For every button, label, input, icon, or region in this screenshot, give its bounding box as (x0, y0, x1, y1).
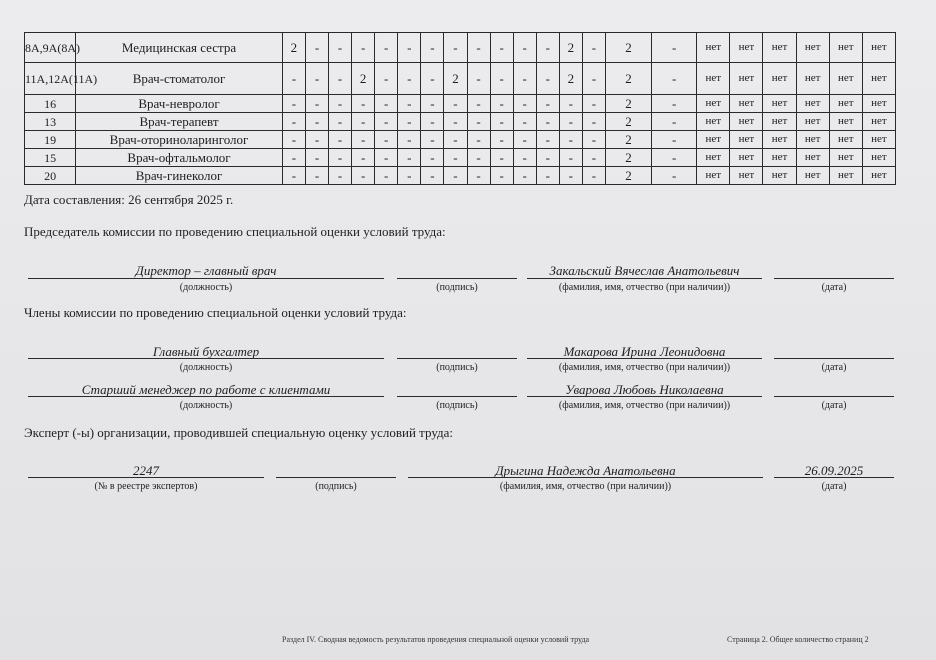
flag-cell: нет (697, 149, 730, 167)
caption-date: (дата) (821, 282, 847, 293)
member-signature-line (397, 396, 517, 397)
value-cell: - (513, 95, 536, 113)
flag-cell: нет (862, 113, 895, 131)
value-cell: - (490, 63, 513, 95)
value-cell: - (352, 167, 375, 185)
value-cell: - (467, 131, 490, 149)
value-cell: - (536, 167, 559, 185)
member-name-line (527, 396, 762, 397)
flag-cell: нет (829, 95, 862, 113)
value-cell: 2 (605, 63, 651, 95)
workplace-number-cell: 11А,12А(11А) (25, 63, 76, 95)
value-cell: - (352, 131, 375, 149)
flag-cell: нет (730, 167, 763, 185)
chairman-heading: Председатель комиссии по проведению специальной оценки условий труда: (24, 224, 446, 239)
expert-heading: Эксперт (-ы) организации, проводившей специальную оценку условий труда: (24, 425, 454, 440)
caption-signature: (подпись) (436, 362, 478, 373)
value-cell: - (513, 33, 536, 63)
value-cell: 2 (605, 149, 651, 167)
member-name-line (527, 358, 762, 359)
value-cell: - (282, 63, 305, 95)
value-cell: - (513, 167, 536, 185)
profession-cell: Врач-терапевт (76, 113, 283, 131)
workplace-number-cell: 13 (25, 113, 76, 131)
member-position: Главный бухгалтер (152, 344, 260, 359)
flag-cell: нет (763, 131, 796, 149)
flag-cell: нет (796, 149, 829, 167)
value-cell: - (305, 95, 328, 113)
value-cell: - (490, 167, 513, 185)
flag-cell: нет (730, 95, 763, 113)
member-name: Макарова Ирина Леонидовна (563, 344, 726, 359)
flag-cell: нет (730, 149, 763, 167)
flag-cell: нет (829, 63, 862, 95)
value-cell: - (329, 131, 352, 149)
chairman-position: Директор – главный врач (135, 263, 277, 278)
expert-name-line (408, 477, 763, 478)
profession-cell: Врач-стоматолог (76, 63, 283, 95)
table-row (25, 33, 896, 63)
table-row (25, 63, 896, 95)
value-cell: - (559, 149, 582, 167)
value-cell: - (536, 149, 559, 167)
value-cell: - (352, 33, 375, 63)
table-row (25, 113, 896, 131)
value-cell: - (652, 131, 697, 149)
flag-cell: нет (763, 113, 796, 131)
profession-cell: Врач-офтальмолог (76, 149, 283, 167)
value-cell: - (352, 95, 375, 113)
value-cell: - (444, 167, 467, 185)
flag-cell: нет (829, 167, 862, 185)
value-cell: - (282, 167, 305, 185)
footer-page-count: Страница 2. Общее количество страниц 2 (727, 635, 869, 644)
value-cell: - (305, 131, 328, 149)
flag-cell: нет (763, 33, 796, 63)
value-cell: - (559, 95, 582, 113)
flag-cell: нет (697, 33, 730, 63)
value-cell: 2 (559, 33, 582, 63)
members-heading: Члены комиссии по проведению специальной оценки условий труда: (24, 305, 407, 320)
caption-fio: (фамилия, имя, отчество (при наличии)) (499, 481, 672, 492)
value-cell: - (444, 33, 467, 63)
footer-section: Раздел IV. Сводная ведомость результатов проведения специальной оценки условий труда (282, 635, 590, 644)
value-cell: - (652, 33, 697, 63)
value-cell: - (652, 95, 697, 113)
value-cell: - (513, 63, 536, 95)
flag-cell: нет (730, 33, 763, 63)
flag-cell: нет (697, 63, 730, 95)
value-cell: - (582, 167, 605, 185)
caption-signature: (подпись) (315, 481, 357, 492)
caption-fio: (фамилия, имя, отчество (при наличии)) (558, 362, 731, 373)
value-cell: - (421, 95, 444, 113)
value-cell: 2 (282, 33, 305, 63)
value-cell: - (282, 149, 305, 167)
value-cell: - (421, 131, 444, 149)
caption-date: (дата) (821, 481, 847, 492)
workplace-number-cell: 15 (25, 149, 76, 167)
value-cell: - (352, 113, 375, 131)
value-cell: - (282, 95, 305, 113)
value-cell: - (582, 33, 605, 63)
caption-position: (должность) (179, 362, 233, 373)
value-cell: 2 (605, 113, 651, 131)
value-cell: - (652, 63, 697, 95)
expert-registry-line (28, 477, 264, 478)
value-cell: - (305, 167, 328, 185)
member-date-line (774, 358, 894, 359)
flag-cell: нет (829, 33, 862, 63)
value-cell: - (421, 113, 444, 131)
value-cell: - (536, 113, 559, 131)
value-cell: - (559, 113, 582, 131)
chairman-position-line (28, 278, 384, 279)
value-cell: - (305, 113, 328, 131)
value-cell: - (652, 113, 697, 131)
chairman-signature-line (397, 278, 517, 279)
chairman-name: Закальский Вячеслав Анатольевич (549, 263, 740, 278)
value-cell: - (582, 95, 605, 113)
value-cell: - (375, 33, 398, 63)
value-cell: - (536, 63, 559, 95)
value-cell: - (421, 149, 444, 167)
member-signature-line (397, 358, 517, 359)
value-cell: - (329, 95, 352, 113)
member-name: Уварова Любовь Николаевна (565, 382, 724, 397)
value-cell: - (536, 33, 559, 63)
flag-cell: нет (862, 95, 895, 113)
flag-cell: нет (796, 113, 829, 131)
caption-date: (дата) (821, 400, 847, 411)
caption-fio: (фамилия, имя, отчество (при наличии)) (558, 400, 731, 411)
flag-cell: нет (697, 167, 730, 185)
value-cell: 2 (559, 63, 582, 95)
value-cell: - (444, 95, 467, 113)
value-cell: - (398, 33, 421, 63)
value-cell: 2 (444, 63, 467, 95)
workplace-number-cell: 8А,9А(8А) (25, 33, 76, 63)
value-cell: - (467, 95, 490, 113)
value-cell: - (305, 149, 328, 167)
flag-cell: нет (697, 113, 730, 131)
value-cell: - (305, 63, 328, 95)
value-cell: - (559, 167, 582, 185)
flag-cell: нет (796, 63, 829, 95)
expert-registry-number: 2247 (133, 463, 159, 478)
value-cell: - (513, 131, 536, 149)
flag-cell: нет (763, 63, 796, 95)
value-cell: - (375, 149, 398, 167)
flag-cell: нет (763, 95, 796, 113)
flag-cell: нет (796, 33, 829, 63)
table-row (25, 167, 896, 185)
flag-cell: нет (796, 131, 829, 149)
value-cell: - (467, 167, 490, 185)
value-cell: - (305, 33, 328, 63)
value-cell: - (282, 113, 305, 131)
flag-cell: нет (862, 131, 895, 149)
table-row (25, 149, 896, 167)
value-cell: - (513, 113, 536, 131)
expert-name: Дрыгина Надежда Анатольевна (495, 463, 676, 478)
member-position-line (28, 396, 384, 397)
value-cell: - (467, 33, 490, 63)
value-cell: - (513, 149, 536, 167)
value-cell: - (467, 149, 490, 167)
workplace-number-cell: 20 (25, 167, 76, 185)
flag-cell: нет (862, 149, 895, 167)
value-cell: - (398, 113, 421, 131)
value-cell: - (582, 63, 605, 95)
flag-cell: нет (730, 113, 763, 131)
flag-cell: нет (829, 149, 862, 167)
value-cell: - (444, 131, 467, 149)
value-cell: - (490, 131, 513, 149)
value-cell: - (490, 95, 513, 113)
table-row (25, 95, 896, 113)
value-cell: - (329, 63, 352, 95)
value-cell: - (652, 149, 697, 167)
flag-cell: нет (730, 63, 763, 95)
flag-cell: нет (862, 167, 895, 185)
value-cell: - (398, 167, 421, 185)
member-position: Старший менеджер по работе с клиентами (81, 382, 331, 397)
caption-date: (дата) (821, 362, 847, 373)
value-cell: - (375, 113, 398, 131)
profession-cell: Врач-гинеколог (76, 167, 283, 185)
value-cell: 2 (605, 95, 651, 113)
flag-cell: нет (796, 167, 829, 185)
compilation-date: Дата составления: 26 сентября 2025 г. (24, 192, 234, 207)
value-cell: - (398, 131, 421, 149)
flag-cell: нет (763, 167, 796, 185)
value-cell: - (375, 63, 398, 95)
value-cell: - (329, 149, 352, 167)
chairman-name-line (527, 278, 762, 279)
value-cell: - (329, 113, 352, 131)
workplace-number-cell: 19 (25, 131, 76, 149)
expert-date: 26.09.2025 (804, 463, 864, 478)
expert-date-line (774, 477, 894, 478)
value-cell: 2 (605, 131, 651, 149)
workplace-number-cell: 16 (25, 95, 76, 113)
flag-cell: нет (829, 131, 862, 149)
value-cell: 2 (605, 167, 651, 185)
value-cell: - (421, 33, 444, 63)
value-cell: - (282, 131, 305, 149)
flag-cell: нет (697, 131, 730, 149)
caption-registry: (№ в реестре экспертов) (94, 481, 198, 492)
value-cell: - (490, 149, 513, 167)
member-date-line (774, 396, 894, 397)
caption-signature: (подпись) (436, 282, 478, 293)
value-cell: 2 (605, 33, 651, 63)
profession-cell: Врач-невролог (76, 95, 283, 113)
value-cell: - (467, 63, 490, 95)
value-cell: - (398, 63, 421, 95)
value-cell: - (582, 113, 605, 131)
profession-cell: Медицинская сестра (76, 33, 283, 63)
value-cell: - (375, 95, 398, 113)
value-cell: - (398, 149, 421, 167)
value-cell: - (375, 167, 398, 185)
value-cell: - (398, 95, 421, 113)
flag-cell: нет (730, 131, 763, 149)
value-cell: - (536, 131, 559, 149)
member-position-line (28, 358, 384, 359)
value-cell: - (490, 113, 513, 131)
results-table (24, 32, 896, 185)
caption-fio: (фамилия, имя, отчество (при наличии)) (558, 282, 731, 293)
profession-cell: Врач-оториноларинголог (76, 131, 283, 149)
value-cell: 2 (352, 63, 375, 95)
value-cell: - (352, 149, 375, 167)
value-cell: - (444, 113, 467, 131)
flag-cell: нет (862, 63, 895, 95)
value-cell: - (444, 149, 467, 167)
value-cell: - (536, 95, 559, 113)
value-cell: - (582, 131, 605, 149)
value-cell: - (421, 167, 444, 185)
expert-signature-line (276, 477, 396, 478)
value-cell: - (329, 167, 352, 185)
value-cell: - (559, 131, 582, 149)
flag-cell: нет (763, 149, 796, 167)
value-cell: - (582, 149, 605, 167)
caption-position: (должность) (179, 400, 233, 411)
value-cell: - (329, 33, 352, 63)
table-row (25, 131, 896, 149)
caption-signature: (подпись) (436, 400, 478, 411)
flag-cell: нет (796, 95, 829, 113)
flag-cell: нет (829, 113, 862, 131)
value-cell: - (421, 63, 444, 95)
chairman-date-line (774, 278, 894, 279)
value-cell: - (652, 167, 697, 185)
flag-cell: нет (862, 33, 895, 63)
flag-cell: нет (697, 95, 730, 113)
value-cell: - (375, 131, 398, 149)
value-cell: - (490, 33, 513, 63)
value-cell: - (467, 113, 490, 131)
caption-position: (должность) (179, 282, 233, 293)
